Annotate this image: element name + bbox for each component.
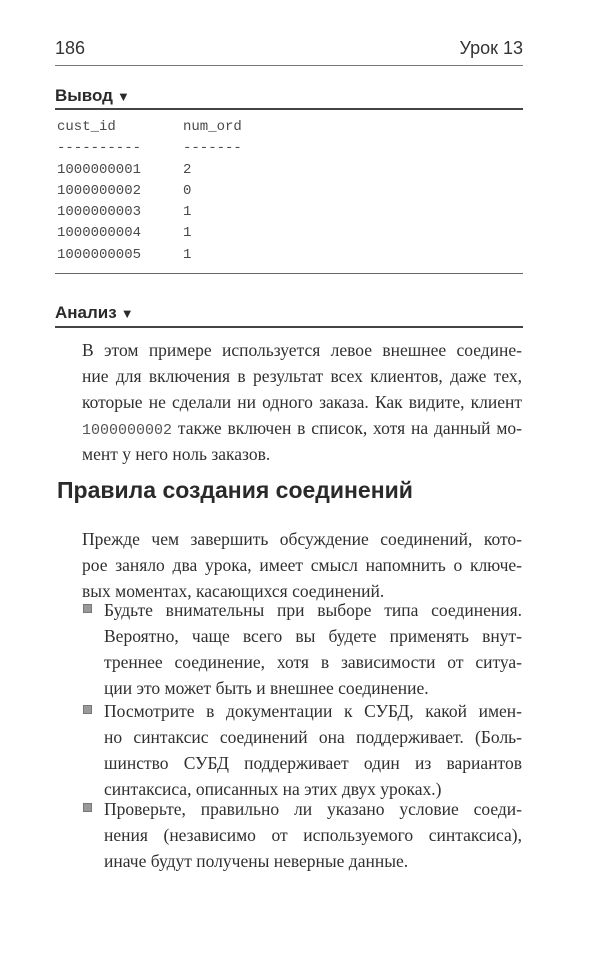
column-header-num-ord: num_ord (183, 119, 242, 135)
output-bottom-rule (55, 273, 523, 274)
list-item: Посмотрите в документации к СУБД, какой имен- но синтаксис соединений она поддерживает. (Боль- шинство СУБД поддерживает один из вариантов синтаксиса, описанных на этих двух уроках.) (104, 701, 522, 799)
cell-num-ord: 1 (183, 246, 192, 263)
analysis-label: Анализ ▼ (55, 303, 134, 322)
page-number: 186 (55, 38, 86, 58)
inline-code: 1000000002 (82, 422, 173, 439)
table-header-row (57, 119, 497, 140)
column-header-cust-id: cust_id (57, 119, 116, 135)
list-item: Будьте внимательны при выборе типа соединения. Вероятно, чаще всего вы будете применять внут- треннее соединение, хотя в зависимости от ситуа- ции это может быть и внешнее соединение. (104, 600, 522, 698)
output-top-rule (55, 108, 523, 110)
running-header (55, 36, 523, 66)
table-underline-row (57, 140, 497, 161)
down-triangle-icon: ▼ (116, 89, 130, 104)
cell-num-ord: 2 (183, 161, 192, 178)
down-triangle-icon: ▼ (120, 306, 134, 321)
output-label: Вывод ▼ (55, 86, 130, 105)
cell-cust-id: 1000000004 (57, 225, 142, 242)
cell-num-ord: 1 (183, 225, 192, 242)
table-row (57, 247, 497, 268)
table-row (57, 162, 497, 183)
lesson-title: Урок 13 (459, 38, 523, 58)
intro-paragraph: Прежде чем завершить обсуждение соединений, кото- рое заняло два урока, имеет смысл напомнить о ключе- вых моментах, касающихся соединений. (82, 529, 522, 601)
cell-num-ord: 1 (183, 204, 192, 221)
header-rule (55, 65, 523, 66)
table-row (57, 204, 497, 225)
column-underline: ------- (183, 140, 242, 157)
cell-cust-id: 1000000001 (57, 161, 142, 178)
table-row (57, 183, 497, 204)
section-heading: Правила создания соединений (57, 477, 413, 503)
bullet-square-icon (83, 803, 92, 812)
analysis-top-rule (55, 326, 523, 328)
table-row (57, 225, 497, 246)
cell-cust-id: 1000000003 (57, 204, 142, 221)
bullet-square-icon (83, 604, 92, 613)
cell-num-ord: 0 (183, 182, 192, 199)
column-underline: ---------- (57, 140, 142, 157)
cell-cust-id: 1000000002 (57, 182, 142, 199)
list-item: Проверьте, правильно ли указано условие соеди- нения (независимо от используемого синтаксиса), иначе будут получены неверные данные. (104, 799, 522, 871)
output-table (57, 119, 497, 268)
bullet-square-icon (83, 705, 92, 714)
cell-cust-id: 1000000005 (57, 246, 142, 263)
analysis-paragraph: В этом примере используется левое внешнее соедине- ние для включения в результат всех клиентов, даже тех, которые не сделали ни одного заказа. Как видите, клиент 1000000002 также включен в список, хотя на данный мо- мент у него ноль заказов. (82, 340, 522, 464)
